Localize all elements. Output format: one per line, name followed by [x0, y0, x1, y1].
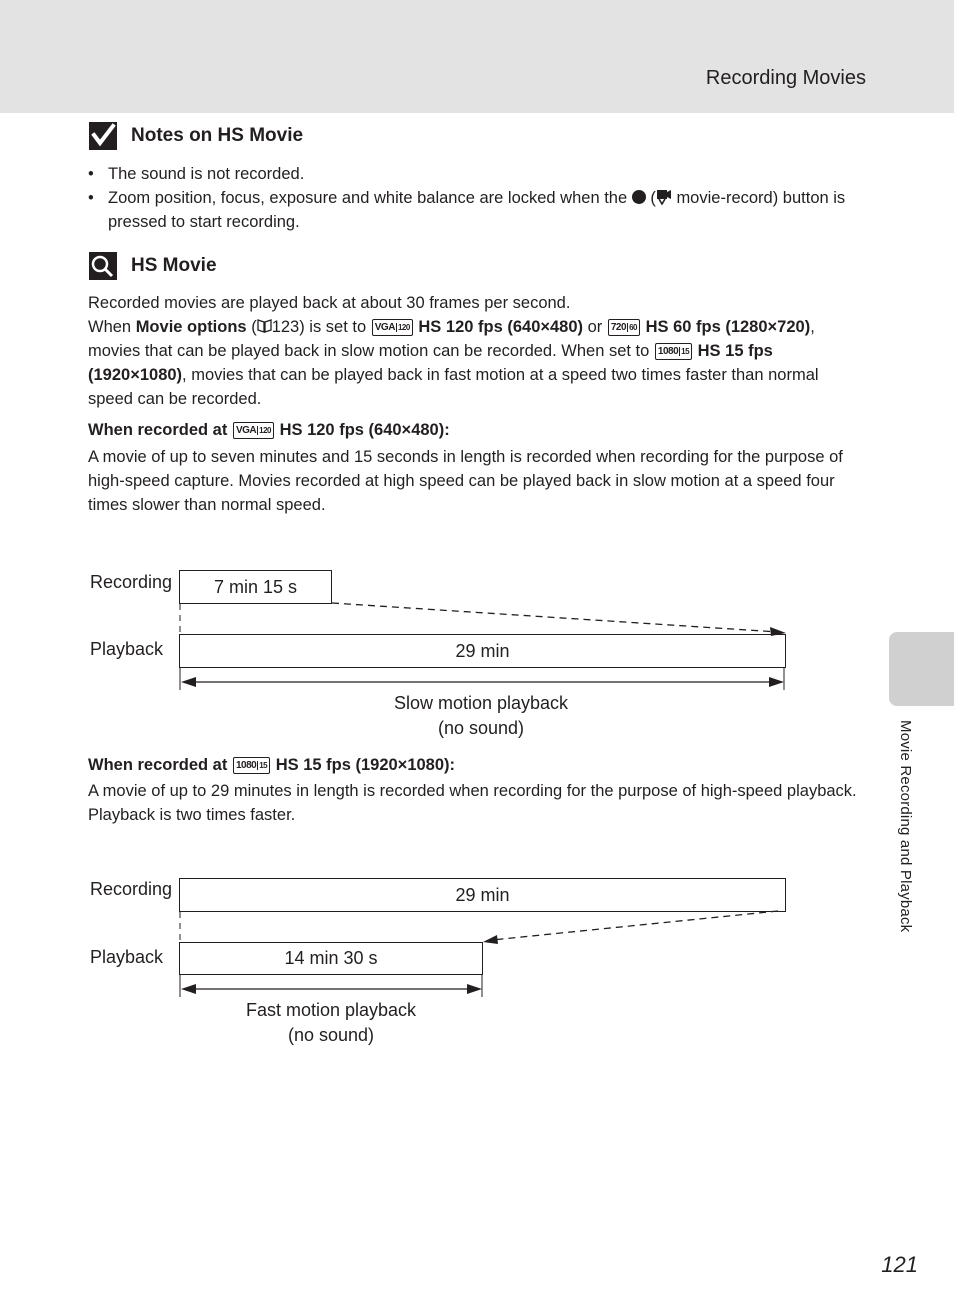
fast-caption: Fast motion playback (no sound)	[245, 1000, 417, 1045]
slow-heading: When recorded at VGA 120 HS 120 fps (640×480):	[88, 421, 450, 439]
vga-mode-icon: VGA 120	[233, 422, 274, 439]
list-item: • Zoom position, focus, exposure and white balance are locked when the ( movie-record) button is pressed to start recording.	[88, 186, 868, 234]
fast-recording-bar: 29 min	[179, 878, 786, 912]
fast-heading: When recorded at 1080 15 HS 15 fps (1920×1080):	[88, 756, 456, 774]
fast-playback-label: Playback	[90, 947, 164, 967]
slow-caption: Slow motion playback (no sound)	[393, 693, 569, 738]
hd1080-mode-icon: 1080 15	[655, 343, 692, 360]
hs-movie-intro: Recorded movies are played back at about 30 frames per second. When Movie options ( 123) is set to VGA 120 HS 120 fps (640×480) or 720 60 HS 60 fps (1280×720), movies that can be played back in slow motion can be recorded. When set to 1080 15 HS 15 fps (1920×1080), movies that can be played back in fast motion at a speed two times faster than normal speed can be recorded.	[88, 294, 819, 408]
page-header-title: Recording Movies	[705, 67, 866, 89]
fast-playback-bar: 14 min 30 s	[179, 942, 483, 975]
notes-title: Notes on HS Movie	[131, 125, 304, 146]
fast-body: A movie of up to 29 minutes in length is recorded when recording for the purpose of high-speed playback. Playback is two times faster.	[88, 782, 857, 824]
list-item: • The sound is not recorded.	[88, 162, 868, 186]
slow-playback-label: Playback	[90, 639, 164, 659]
slow-body: A movie of up to seven minutes and 15 seconds in length is recorded when recording for the purpose of high-speed capture. Movies recorded at high speed can be played back in slow motion at a speed four times slower than normal speed.	[88, 448, 843, 514]
page-number: 121	[881, 1252, 918, 1277]
fast-recording-label: Recording	[90, 879, 173, 899]
vga-mode-icon: VGA 120	[372, 319, 413, 336]
slow-playback-bar: 29 min	[179, 634, 786, 668]
hd720-mode-icon: 720 60	[608, 319, 640, 336]
slow-recording-label: Recording	[90, 572, 173, 592]
hd1080-mode-icon: 1080 15	[233, 757, 270, 774]
side-tab-label: Movie Recording and Playback	[897, 720, 914, 933]
hs-movie-title: HS Movie	[131, 255, 217, 276]
slow-recording-bar: 7 min 15 s	[179, 570, 332, 604]
